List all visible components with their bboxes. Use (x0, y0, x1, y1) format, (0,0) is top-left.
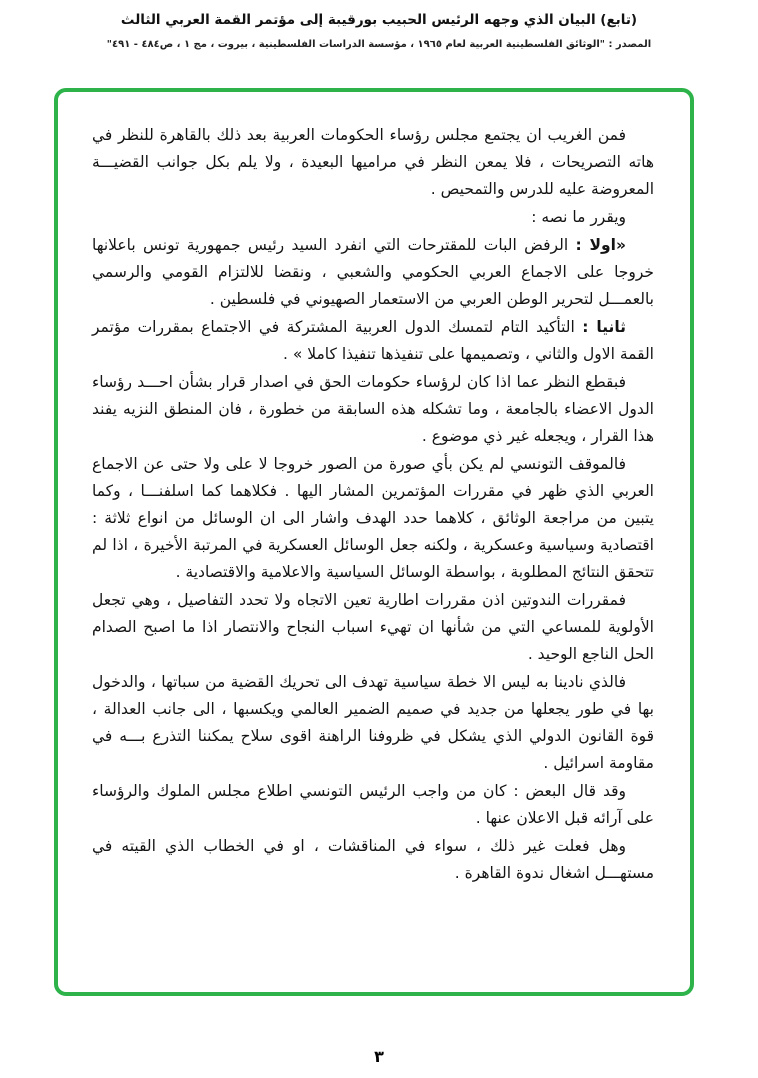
paragraph-text: ويقرر ما نصه : (531, 208, 626, 226)
paragraph-text: فالموقف التونسي لم يكن بأي صورة من الصور خروجا لا على ولا حتى عن الاجماع العربي الذي ظهر في مقررات المؤتمرين المشار اليها . فكلاهما كما اسلفنـــا ، وكما يتبين من مراجعة الوثائق ، كلاهما حدد الهدف واشار الى ان الوسائل من انواع ثلاثة : اقتصادية وسياسية وعسكرية ، ولكنه جعل الوسائل العسكرية في المرتبة الأخيرة ، اذا لم تتحقق النتائج المطلوبة ، بواسطة الوسائل السياسية والاعلامية والاقتصادية . (92, 455, 654, 581)
paragraph (92, 369, 654, 450)
paragraph (92, 451, 654, 586)
paragraph (92, 232, 654, 313)
paragraph-lead: ثانيا : (582, 318, 626, 336)
paragraph-text: وقد قال البعض : كان من واجب الرئيس التونسي اطلاع مجلس الملوك والرؤساء على آرائه قبل الاعلان عنها . (92, 782, 654, 827)
text-frame (54, 88, 694, 996)
paragraph-lead: «اولا : (575, 236, 626, 254)
paragraph (92, 778, 654, 832)
document-header (0, 10, 758, 50)
paragraph-text: وهل فعلت غير ذلك ، سواء في المناقشات ، او في الخطاب الذي القيته في مستهـــل اشغال ندوة القاهرة . (92, 837, 654, 882)
paragraph-text: فبقطع النظر عما اذا كان لرؤساء حكومات الحق في اصدار قرار بشأن احـــد رؤساء الدول الاعضاء بالجامعة ، وما تشكله هذه السابقة من خطورة ، فان المنطق النزيه يفند هذا القرار ، ويجعله غير ذي موضوع . (92, 373, 654, 445)
page-number: ٣ (374, 1047, 384, 1066)
paragraph (92, 587, 654, 668)
paragraph-text: فمقررات الندوتين اذن مقررات اطارية تعين الاتجاه ولا تحدد التفاصيل ، وهي تجعل الأولوية للمساعي التي من شأنها ان تهيء اسباب النجاح والانتصار اذا ما اصبح الصدام الحل الناجع الوحيد . (92, 591, 654, 663)
document-body (92, 122, 654, 888)
paragraph (92, 204, 654, 231)
paragraph (92, 122, 654, 203)
paragraph-text: فمن الغريب ان يجتمع مجلس رؤساء الحكومات العربية بعد ذلك بالقاهرة للنظر في هاته التصريحات ، فلا يمعن النظر في مراميها البعيدة ، ولا يلم بكل جوانب القضيـــة المعروضة عليه للدرس والتمحيص . (92, 126, 654, 198)
document-source-line: المصدر : "الوثائق الفلسطينية العربية لعام ١٩٦٥ ، مؤسسة الدراسات الفلسطينية ، بيروت ، مج ١ ، ص٤٨٤ - ٤٩١" (106, 38, 652, 50)
paragraph (92, 833, 654, 887)
paragraph (92, 314, 654, 368)
paragraph-text: فالذي نادينا به ليس الا خطة سياسية تهدف الى تحريك القضية من سباتها ، والدخول بها في طور يجعلها من جديد في صميم الضمير العالمي ويكسبها ، الى جانب العدالة ، قوة القانون الدولي الذي يشكل في ظروفنا الراهنة اقوى سلاح يمكننا التذرع بـــه في مقاومة اسرائيل . (92, 673, 654, 772)
paragraph-text: الرفض البات للمقترحات التي انفرد السيد رئيس جمهورية تونس باعلانها خروجا على الاجماع العربي الحكومي والشعبي ، ونقضا للالتزام القومي والرسمي بالعمـــل لتحرير الوطن العربي من الاستعمار الصهيوني في فلسطين . (92, 236, 654, 308)
document-title: (تابع) البيان الذي وجهه الرئيس الحبيب بورقيبة إلى مؤتمر القمة العربي الثالث (120, 12, 638, 28)
paragraph (92, 669, 654, 777)
paragraph-text: التأكيد التام لتمسك الدول العربية المشتركة في الاجتماع بمقررات مؤتمر القمة الاول والثاني ، وتصميمها على تنفيذها تنفيذا كاملا » . (92, 318, 654, 363)
